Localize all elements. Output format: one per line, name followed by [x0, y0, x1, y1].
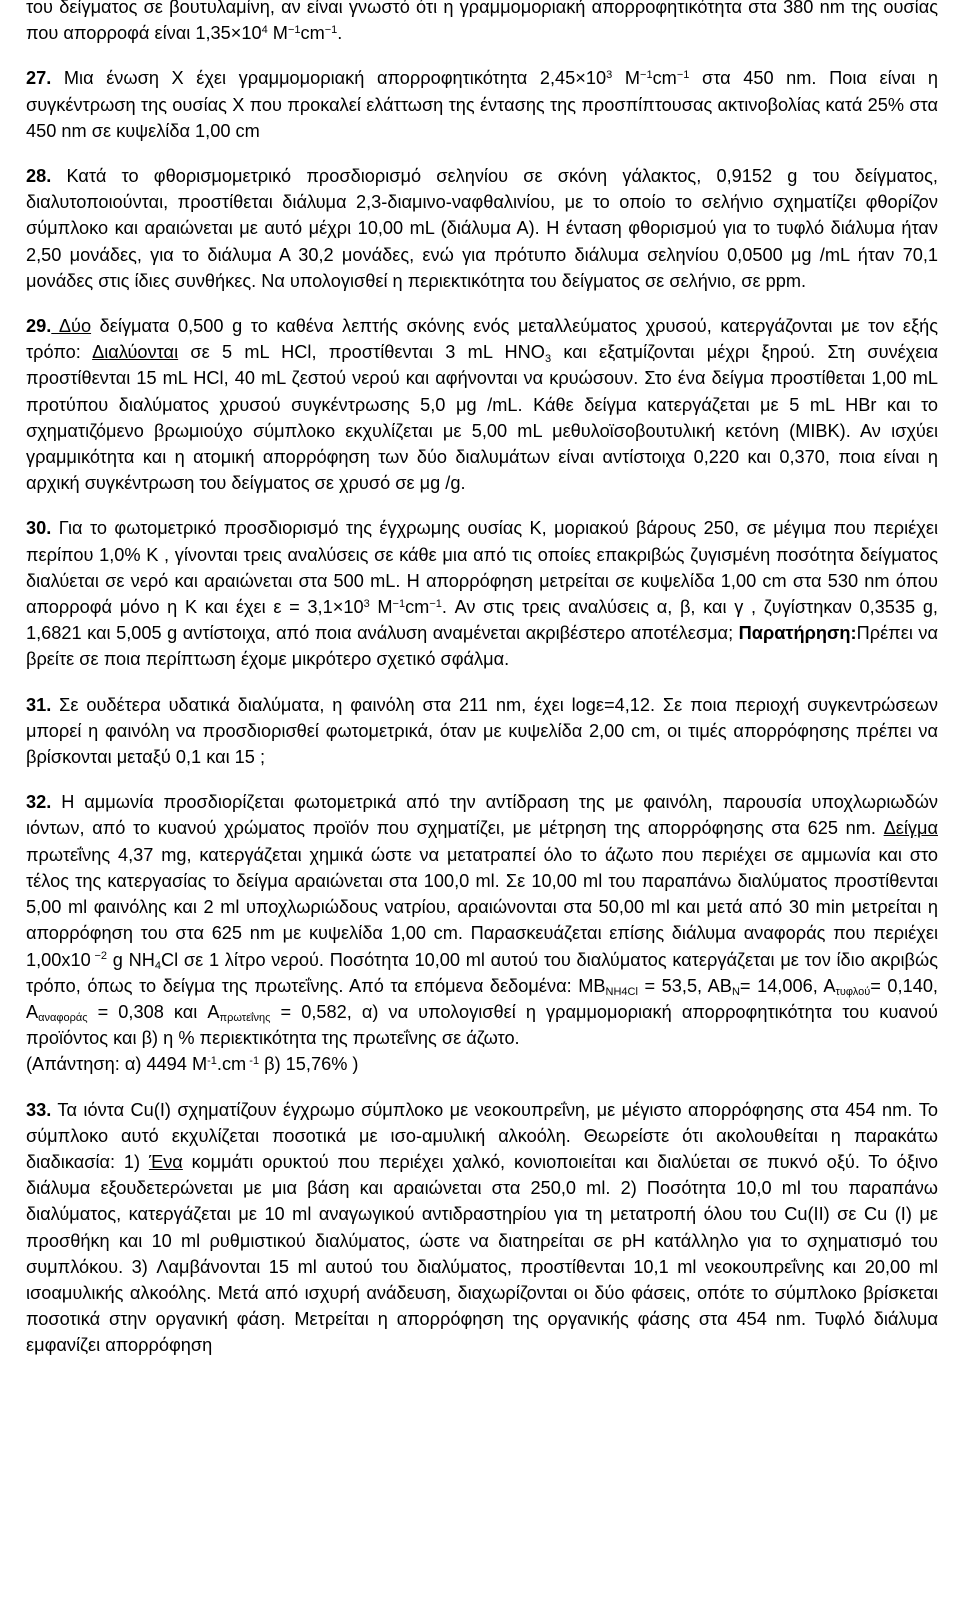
text: = 0,308 και A [87, 1001, 220, 1022]
text: Μια ένωση Χ έχει γραμμομοριακή απορροφητικότητα 2,45 [51, 68, 576, 89]
text: 380 nm της ουσίας που απορροφά είναι 1,35 [26, 0, 938, 44]
text: . [337, 23, 343, 44]
text: 10 [241, 23, 262, 44]
superscript: 3 [363, 598, 370, 611]
text: πρωτεΐνης 4,37 mg, κατεργάζεται χημικά ώστε να μετατραπεί όλο το άζωτο που περιέχει σε αμμωνία και στο τέλος της κατεργασίας το δείγμα αραιώνεται στα 100,0 ml. Σε 10,00 ml του παραπάνω διαλύματος προστίθενται 5,00 ml φαινόλης και 2 ml υποχλωριώδους νατρίου, αραιώνονται στα 50,00 ml και μετά από 30 min μετρείται η απορρόφηση του στα 625 nm με κυψελίδα 1,00 cm. Παρασκευάζεται επίσης διάλυμα αναφοράς που περιέχει 1,00x10 [26, 844, 938, 970]
subscript: τυφλού [835, 986, 871, 998]
note-label: Παρατήρηση: [738, 623, 857, 644]
text: = 14,006, A [739, 975, 836, 996]
subscript: NH4Cl [605, 986, 638, 998]
text: Cl σε 1 λίτρο νερού. Ποσότητα 10,00 ml αυτού του διαλύματος κατεργάζεται με τον ίδιο ακριβώς τρόπο, όπως το δείγμα της πρωτεΐνης. Από τα επόμενα δεδομένα: MB [26, 949, 938, 996]
problem-31 [26, 692, 938, 771]
text: M [267, 23, 288, 44]
superscript: 4 [261, 24, 268, 37]
text: = 0,140, A [26, 975, 938, 1022]
text: Για το φωτομετρικό προσδιορισμό της έγχρωμης ουσίας Κ, μοριακού βάρους 250, σε μέγιμα που περιέχει περίπου 1,0% Κ , γίνονται τρεις αναλύσεις σε κάθε μια από τις οποίες επακριβώς ζυγισμένη ποσότητα δείγματος διαλύεται σε νερό και αραιώνεται στα 500 mL. Η απορρόφηση μετρείται σε κυψελίδα 1,00 cm στα 530 nm όπου απορροφά μόνο η Κ και έχει ε = 3,1 [26, 518, 938, 618]
problem-number: 32. [26, 792, 52, 813]
problem-number: 29. [26, 316, 52, 337]
problem-32 [26, 789, 938, 1077]
superscript: −1 [676, 69, 690, 82]
text: του δείγματος σε βουτυλαμίνη, αν είναι γνωστό ότι η γραμμομοριακή απορροφητικότητα στα [26, 0, 777, 17]
superscript: 3 [606, 69, 613, 82]
text: Πρέπει να βρείτε σε ποια περίπτωση έχομε μικρότερο σχετικό σφάλμα. [26, 623, 938, 670]
problem-number: 27. [26, 68, 52, 89]
superscript: −1 [287, 24, 301, 37]
text: Δύο [51, 316, 92, 337]
problem-number: 33. [26, 1099, 52, 1120]
problem-26-continuation [26, 0, 938, 46]
text: M [612, 68, 641, 89]
times-sign: × [230, 23, 242, 44]
problem-33 [26, 1097, 938, 1359]
answer-text: .cm [216, 1054, 247, 1075]
text: Ένα [148, 1151, 183, 1172]
text: στα 450 nm. Ποια είναι η συγκέντρωση της ουσίας Χ που προκαλεί ελάττωση της έντασης της προσπίπτουσας ακτινοβολίας κατά 25% στα 450 nm σε κυψελίδα 1,00 cm [26, 68, 938, 141]
problem-number: 31. [26, 694, 52, 715]
answer-text: β) 15,76% ) [259, 1054, 359, 1075]
text: δείγματα 0,500 g το καθένα λεπτής σκόνης ενός μεταλλεύματος χρυσού, κατεργάζονται με τον εξής τρόπο: [26, 316, 938, 363]
text: Δείγμα [883, 818, 938, 839]
superscript: −1 [640, 69, 653, 82]
times-sign: × [332, 597, 344, 618]
subscript: N [731, 986, 740, 998]
text: Κατά το φθορισμομετρικό προσδιορισμό σεληνίου σε σκόνη γάλακτος, 0,9152 g του δείγματος, διαλυτοποιούνται, προστίθεται διάλυμα 2,3-διαμινο-ναφθαλινίου, με το οποίο το σελήνιο σχηματίζει φθορίζον σύμπλοκο και αραιώνεται με αυτό μέχρι 10,00 mL (διάλυμα Α). Η ένταση φθορισμού για το τυφλό διάλυμα ήταν 2,50 μονάδες, για το διάλυμα Α 30,2 μονάδες, ενώ για πρότυπο διάλυμα σεληνίου 0,0500 μg /mL ήταν 70,1 μονάδες στις ίδιες συνθήκες. Να υπολογισθεί η περιεκτικότητα του δείγματος σε σελήνιο, σε ppm. [26, 166, 938, 291]
text: g NH [107, 949, 155, 970]
text: cm [300, 23, 325, 44]
text: Η αμμωνία προσδιορίζεται φωτομετρικά από την αντίδραση της με φαινόλη, παρουσία υποχλωριωδών ιόντων, από το κυανού χρώματος προϊόν που σχηματίζει, με μέτρηση της απορρόφησης στα 625 nm. [26, 792, 938, 839]
text: cm [652, 68, 677, 89]
superscript: −2 [90, 950, 108, 963]
subscript: 3 [544, 352, 552, 365]
text: cm [405, 597, 430, 618]
problem-number: 30. [26, 518, 52, 539]
problem-number: 28. [26, 166, 52, 187]
text: Διαλύονται [92, 342, 179, 363]
text: M [369, 597, 393, 618]
text: Σε ουδέτερα υδατικά διαλύματα, η φαινόλη στα 211 nm, έχει logε=4,12. Σε ποια περιοχή συγκεντρώσεων μπορεί η φαινόλη να προσδιορισθεί φωτομετρικά, όταν με κυψελίδα 2,00 cm, οι τιμές απορρόφησης πρέπει να βρίσκονται μεταξύ 0,1 και 15 ; [26, 694, 938, 768]
superscript: −1 [324, 24, 338, 37]
problem-27 [26, 65, 938, 144]
superscript: -1 [246, 1055, 260, 1068]
text: . Αν στις τρεις αναλύσεις α, β, και γ , ζυγίστηκαν 0,3535 g, 1,6821 και 5,005 g αντίστοιχα, από ποια ανάλυση αναμένεται ακριβέστερο αποτέλεσμα; [26, 597, 938, 644]
text: 10 [585, 68, 607, 89]
superscript: -1 [207, 1055, 217, 1068]
subscript: αναφοράς [38, 1012, 88, 1025]
problem-29 [26, 313, 938, 496]
text: 10 [343, 597, 364, 618]
times-sign: × [575, 68, 586, 89]
subscript: πρωτεΐνης [219, 1012, 271, 1025]
text: = 0,582, α) να υπολογισθεί η γραμμομοριακή απορροφητικότητα του κυανού προϊόντος και β) η % περιεκτικότητα της πρωτεΐνης σε άζωτο. [26, 1001, 938, 1049]
problem-28 [26, 163, 938, 294]
superscript: −1 [392, 598, 406, 611]
text: Τα ιόντα Cu(I) σχηματίζουν έγχρωμο σύμπλοκο με νεοκουπρεΐνη, με μέγιστο απορρόφησης στα 454 nm. Το σύμπλοκο αυτό εκχυλίζεται ποσοτικά με ισο-αμυλική αλκοόλη. Θεωρείστε ότι ακολουθείται η παρακάτω διαδικασία: 1) [26, 1099, 938, 1172]
text: κομμάτι ορυκτού που περιέχει χαλκό, κονιοποιείται και διαλύεται σε πυκνό οξύ. Το όξινο διάλυμα εξουδετερώνεται με μια βάση και αραιώνεται στα 250,0 ml. 2) Ποσότητα 10,0 ml του παραπάνω διαλύματος, κατεργάζεται με 10 ml αναγωγικού αντιδραστηρίου για τη μετατροπή όλου του Cu(II) σε Cu (I) με προσθήκη και 10 ml ρυθμιστικού διαλύματος, ώστε να διατηρείται σε pH κατάλληλο για το σχηματισμό του συμπλόκου. 3) Λαμβάνονται 15 ml αυτού του διαλύματος, προστίθενται 10,1 ml νεοκουπρεΐνης και 20,00 ml ισοαμυλικής αλκοόλης. Μετά από ισχυρή ανάδευση, διαχωρίζονται οι δύο φάσεις, οπότε το σύμπλοκο βρίσκεται ποσοτικά στην οργανική φάση. Μετρείται η απορρόφηση της οργανικής φάσης στα 454 nm. Τυφλό διάλυμα εμφανίζει απορρόφηση [26, 1151, 939, 1356]
text: και εξατμίζονται μέχρι ξηρού. Στη συνέχεια προστίθενται 15 mL HCl, 40 mL ζεστού νερού και αφήνονται να κρυώσουν. Στο ένα δείγμα προστίθεται 1,00 mL προτύπου διαλύματος χρυσού συγκέντρωσης 5,0 μg /mL. Κάθε δείγμα κατεργάζεται με 5 mL HBr και το σχηματιζόμενο βρωμιούχο σύμπλοκο εκχυλίζεται με 5,00 mL μεθυλοϊσοβουτυλική κετόνη (MIBK). Αν ισχύει γραμμικότητα και η ατομική απορρόφηση των δύο διαλυμάτων είναι αντίστοιχα 0,220 και 0,370, ποια είναι η αρχική συγκέντρωση του δείγματος σε χρυσό σε μg /g. [26, 342, 938, 494]
superscript: −1 [429, 598, 442, 611]
text: σε 5 mL HCl, προστίθενται 3 mL HNO [178, 342, 545, 363]
answer-text: (Απάντηση: α) 4494 M [26, 1054, 208, 1075]
text: = 53,5, AB [637, 975, 732, 996]
subscript: 4 [154, 959, 161, 972]
problem-30 [26, 515, 938, 672]
